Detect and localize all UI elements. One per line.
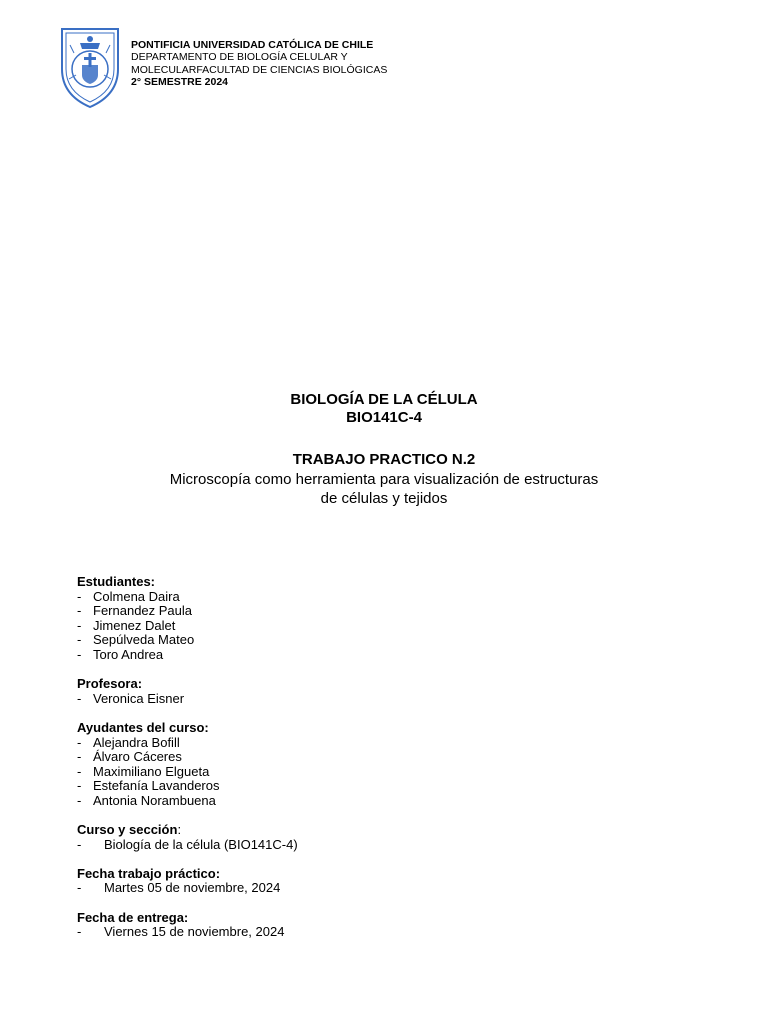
section-title [77,721,298,736]
bullet-dash: - [77,836,82,852]
bullet-dash: - [77,632,82,648]
list-item-text: Viernes 15 de noviembre, 2024 [104,924,285,940]
list-item [77,590,298,605]
assignment-subtitle-line-2: de células y tejidos [320,489,448,507]
list-item-text: Fernandez Paula [93,603,193,619]
bullet-dash: - [77,924,82,940]
section-title-text: Ayudantes del curso: [77,719,209,735]
section-title [77,575,298,590]
section-4 [77,867,298,896]
section-0 [77,575,298,663]
assignment-subtitle [0,471,768,508]
assignment-title: TRABAJO PRACTICO N.2 [292,451,476,468]
section-title-text: Fecha de entrega: [77,909,189,925]
section-title-suffix: : [177,822,182,838]
list-item [77,765,298,780]
section-title [77,677,298,692]
section-title [77,911,298,926]
list-item-text: Antonia Norambuena [93,792,216,808]
bullet-dash: - [77,749,82,765]
bullet-dash: - [77,763,82,779]
bullet-dash: - [77,778,82,794]
bullet-dash: - [77,690,82,706]
list-item [77,838,298,853]
section-2 [77,721,298,809]
list-item [77,925,298,940]
section-title [77,823,298,838]
list-item-text: Jimenez Dalet [93,617,176,633]
list-item-text: Álvaro Cáceres [93,749,182,765]
section-title-text: Curso y sección [77,822,178,838]
assignment-subtitle-line-1: Microscopía como herramienta para visualización de estructuras [169,471,599,488]
bullet-dash: - [77,588,82,604]
section-title-text: Fecha trabajo práctico: [77,865,221,881]
section-title-text: Profesora: [77,676,143,692]
list-item-text: Veronica Eisner [93,690,185,706]
list-item-text: Toro Andrea [93,646,164,662]
list-item [77,750,298,765]
course-code: BIO141C-4 [346,409,422,426]
bullet-dash: - [77,734,82,750]
document-header [131,39,387,89]
semester: 2° SEMESTRE 2024 [131,76,228,89]
university-seal-logo [54,25,126,111]
list-item-text: Sepúlveda Mateo [93,632,195,648]
list-item [77,881,298,896]
list-item [77,779,298,794]
list-item [77,692,298,707]
department-line-2: MOLECULARFACULTAD DE CIENCIAS BIOLÓGICAS [131,63,388,76]
list-item [77,619,298,634]
list-item-text: Alejandra Bofill [93,734,180,750]
section-5 [77,911,298,940]
bullet-dash: - [77,880,82,896]
bullet-dash: - [77,603,82,619]
list-item-text: Colmena Daira [93,588,180,604]
section-1 [77,677,298,706]
list-item [77,604,298,619]
bullet-dash: - [77,646,82,662]
section-title-text: Estudiantes: [77,574,156,589]
department-line-1: DEPARTAMENTO DE BIOLOGÍA CELULAR Y [131,51,348,64]
list-item-text: Estefanía Lavanderos [93,778,220,794]
section-3 [77,823,298,852]
list-item [77,648,298,663]
list-item-text: Martes 05 de noviembre, 2024 [104,880,281,896]
list-item-text: Biología de la célula (BIO141C-4) [104,836,298,852]
list-item [77,633,298,648]
section-title [77,867,298,882]
bullet-dash: - [77,617,82,633]
university-name: PONTIFICIA UNIVERSIDAD CATÓLICA DE CHILE [131,39,374,51]
list-item-text: Maximiliano Elgueta [93,763,210,779]
list-item [77,794,298,809]
info-sections [77,575,298,954]
list-item [77,736,298,751]
bullet-dash: - [77,792,82,808]
course-name: BIOLOGÍA DE LA CÉLULA [290,391,478,408]
